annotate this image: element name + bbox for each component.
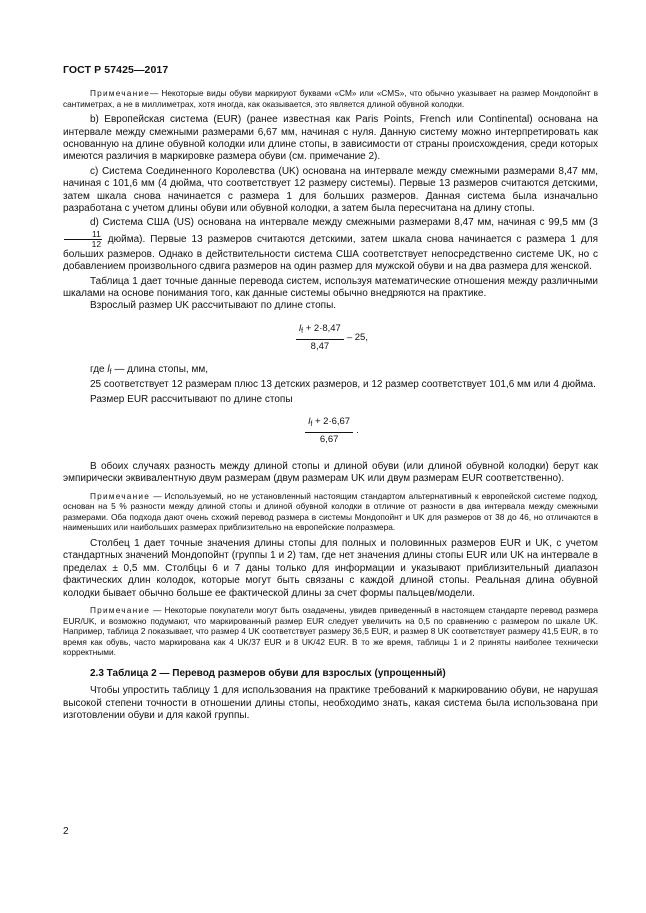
formula-uk-fraction	[296, 323, 344, 354]
paragraph-eur-calc: Размер EUR рассчитывают по длине стопы	[90, 393, 293, 405]
paragraph-final: Чтобы упростить таблицу 1 для использования на практике требований к маркированию обуви, не нарушая высокой степени точности в отношении длины стопы, необходимо знать, какая система была использована при изготовлении обуви и для какой группы.	[63, 685, 598, 722]
where-subscript: f	[109, 368, 112, 376]
formula-eur-fraction	[305, 416, 353, 447]
us-system-line1: d) Система США (US) основана на интервале между смежными размерами 8,47 мм, начиная	[90, 217, 536, 229]
note-buyers	[63, 605, 598, 658]
document-header: ГОСТ Р 57425—2017	[63, 64, 169, 76]
us-system-rest: размера 1 для больших размеров. Однако в действительности система США соответствует непосредственно системе UK, но с добавлением произвольного сдвига размеров на один размер для мужской обуви и на два размера для женской.	[63, 233, 599, 273]
note-text: — Некоторые покупатели могут быть озадачены, увидев приведенный в настоящем стандарте перевод размера EUR/UK, и возможно подумают, что маркированный размер EUR следует увеличить на 0,5 по сравнению с размером по шкале UK. Например, таблица 2 показывает, что размер 4 UK соответствует размеру 36,5 EUR, и размер 8 UK соответствует размеру 41,5 EUR, в то время как обувь, часто маркирована как 4 UK/37 EUR и 8 UK/42 EUR. В то же время, таблицы 1 и 2 приняты наиболее технически корректными.	[63, 604, 598, 658]
paragraph-column1: Столбец 1 дает точные значения длины стопы для полных и половинных размеров EUR и UK, с учетом стандартных значений Мондопойнт (группы 1 и 2) там, где нет значения длины стопы EUR или UK на интервале в пределах ± 0,5 мм. Столбцы 6 и 7 даны только для информации и указывают приблизительный диапазон фактических длин колодок, которые могут быть связаны с каждой длиной стопы. Реальная длина обувной колодки бывает обычно больше ее фактической длины за счет формы пальцев/модели.	[63, 537, 598, 599]
section-title: 2.3 Таблица 2 — Перевод размеров обуви для взрослых (упрощенный)	[90, 667, 446, 679]
page-number: 2	[63, 826, 69, 837]
note-label: Примечание	[90, 604, 151, 615]
formula-uk	[63, 323, 598, 354]
note-text: — Некоторые виды обуви маркируют буквами «CM» или «CMS», что обычно указывает на размер Мондопойнт в сантиметрах, а не в миллиметрах, хотя иногда, как оказывается, это является длиной обувной колодки.	[63, 88, 598, 109]
note-mondopoint	[63, 88, 598, 109]
formula-uk-tail: – 25,	[346, 332, 368, 344]
formula-eur	[63, 416, 598, 447]
note-text: — Используемый, но не установленный настоящим стандартом альтернативный к европейской системе подход, основан на 5 % разности между длиной стопы и длиной обувной колодки в отличие от разности в два интервала между смежными размерами. Оба подхода дают очень схожий перевод размера в системы Мондопойнт и UK для размеров от 38 до 46, но отличаются в наименьших или наибольших размерах приблизительно на европейские полразмера.	[63, 490, 598, 533]
formula-variable: l	[299, 322, 302, 334]
where-variable: l	[107, 363, 110, 375]
formula-subscript: f	[301, 327, 304, 335]
formula-numerator-rest: + 2·8,47	[305, 322, 341, 334]
paragraph-table1: Таблица 1 дает точные данные перевода систем, используя математические отношения между различными шкалами на основе понимания того, как данные системы обычно внедряются на практике.	[63, 275, 598, 300]
formula-variable: l	[308, 415, 311, 427]
paragraph-eur-system: b) Европейская система (EUR) (ранее известная как Paris Points, French или Continental) основана на интервале между смежными размерами 6,67 мм, начиная с нуля. Данную систему можно интерпретировать как основанную на длине обувной колодки или длине стопы, в зависимости от страны происхождения, среди которых имеются различия в маркировке размера обуви (см. примечание 2).	[63, 114, 598, 163]
fraction-denominator: 12	[91, 238, 102, 249]
where-prefix: где	[90, 363, 105, 375]
note-label: Примечание	[90, 490, 151, 501]
formula-eur-tail: .	[356, 425, 359, 437]
us-system-post: дюйма). Первые 13 размеров считаются детскими, затем шкала снова начинается с	[107, 233, 522, 245]
formula-subscript: f	[310, 420, 313, 428]
formula-uk-numerator	[296, 323, 344, 340]
paragraph-uk-system: c) Система Соединенного Королевства (UK) основана на интервале между смежными размерами 8,47 мм, начиная с 101,6 мм (4 дюйма, что соответствует 12 размеру системы). Первые 13 размеров считаются детскими, затем шкала снова начинается с размера 1 для больших размеров. Данная система была изначально разработана с учетом длины обуви или обувной колодки, а затем была пересчитана на длину стопы.	[63, 165, 598, 215]
paragraph-uk-calc: Взрослый размер UK рассчитывают по длине стопы.	[90, 300, 337, 312]
formula-eur-numerator	[305, 416, 353, 433]
paragraph-us-system	[63, 217, 598, 273]
fraction-numerator: 11	[64, 230, 102, 240]
paragraph-both-cases: В обоих случаях разность между длиной стопы и длиной обуви (или длиной обувной колодки) берут как эмпирически эквивалентную двум размерам (двум размерам UK или двум размерам EUR соответственно).	[63, 460, 598, 485]
page-content	[63, 88, 598, 723]
formula-eur-denominator: 6,67	[319, 434, 339, 446]
paragraph-where	[63, 364, 598, 379]
us-system-pre: с 99,5 мм (3	[539, 217, 598, 229]
formula-numerator-rest: + 2·6,67	[314, 415, 351, 427]
inch-fraction	[64, 230, 102, 249]
note-label: Примечание	[90, 88, 151, 98]
note-alternative-approach	[63, 491, 598, 533]
formula-uk-denominator: 8,47	[310, 341, 330, 353]
where-definition: — длина стопы, мм,	[114, 363, 208, 375]
paragraph-25: 25 соответствует 12 размерам плюс 13 детских размеров, и 12 размер соответствует 101,6 мм или 4 дюйма.	[90, 379, 596, 391]
